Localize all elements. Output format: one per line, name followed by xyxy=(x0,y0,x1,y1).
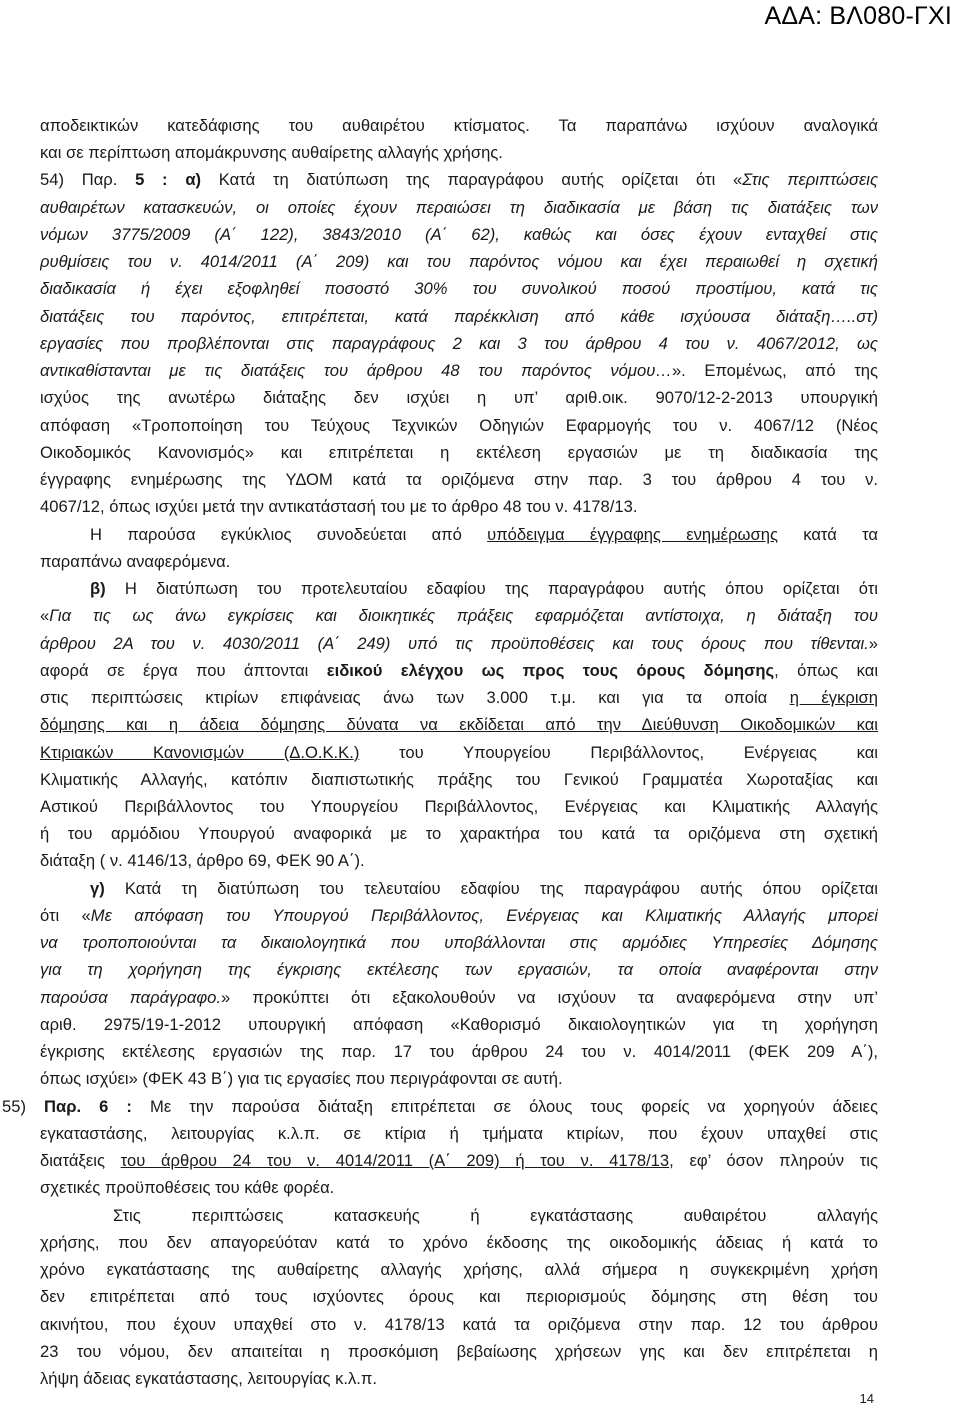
quoted-line: αυθαιρέτων κατασκευών, οι οποίες έχουν περαιώσει τη διαδικασία με βάση τις διατάξεις των xyxy=(40,198,878,217)
text-line xyxy=(40,1150,878,1172)
text-line xyxy=(90,578,878,600)
text-span: Η παρούσα εγκύκλιος συνοδεύεται από xyxy=(90,525,488,544)
text-span: » προκύπτει ότι εξακολουθούν να ισχύουν τα αναφερόμενα στην υπ’ xyxy=(221,988,878,1007)
text-line xyxy=(90,524,878,546)
text-span: στις περιπτώσεις κτιρίων επιφάνειας άνω των 3.000 τ.μ. και για τα οποία xyxy=(40,688,790,707)
text-line: εγκαταστάσης, λειτουργίας κ.λ.π. σε κτίρια ή τμήματα κτιρίων, που έχουν υπαχθεί στις xyxy=(40,1124,878,1143)
text-line xyxy=(40,360,878,382)
text-line: ακινήτου, που έχουν υπαχθεί στο ν. 4178/13 κατά τα οριζόμενα στην παρ. 12 του άρθρου xyxy=(40,1315,878,1334)
text-line: 4067/12, όπως ισχύει μετά την αντικατάστασή του με το άρθρο 48 του ν. 4178/13. xyxy=(40,497,638,516)
text-line: έγκρισης εκτέλεσης εργασιών της παρ. 17 του άρθρου 24 του ν. 4014/2011 (ΦΕΚ 209 Α΄), xyxy=(40,1042,878,1061)
quoted-text: άρθρου 2Α του ν. 4030/2011 (Α΄ 249) υπό τις προϋποθέσεις και τους όρους που τίθενται. xyxy=(40,634,869,653)
item-number: 55) xyxy=(2,1097,45,1116)
text-line xyxy=(40,742,878,764)
text-span: Κατά τη διατύπωση της παραγράφου αυτής ορίζεται ότι « xyxy=(201,170,743,189)
text-span: κατά τα xyxy=(777,525,878,544)
text-line: δεν επιτρέπεται από τους ισχύοντες όρους και περιορισμούς δόμησης στη θέση του xyxy=(40,1287,878,1306)
page-number: 14 xyxy=(859,1391,874,1406)
quoted-line: διαδικασία ή έχει εξοφληθεί ποσοστό 30% του συνολικού ποσού προστίμου, κατά τις xyxy=(40,279,878,298)
item-ref: γ) xyxy=(90,879,105,898)
text-line xyxy=(40,687,878,709)
text-line: ισχύος της ανωτέρω διάταξης δεν ισχύει η υπ’ αριθ.οικ. 9070/12-2-2013 υπουργική xyxy=(40,388,878,407)
quoted-line: διατάξεις του παρόντος, επιτρέπεται, κατά παρέκκλιση από κάθε ισχύουσα διάταξη…..στ) xyxy=(40,307,878,326)
text-line xyxy=(2,1096,878,1118)
quoted-text: αντικαθίστανται με τις διατάξεις του άρθρου 48 του παρόντος νόμου… xyxy=(40,361,672,380)
text-span: » xyxy=(868,634,878,653)
text-line: παραπάνω αναφερόμενα. xyxy=(40,552,231,571)
text-line xyxy=(40,905,878,927)
text-line xyxy=(40,987,878,1009)
underlined-text: υπόδειγμα έγγραφης ενημέρωσης xyxy=(487,525,778,544)
text-line: Οικοδομικός Κανονισμός» και επιτρέπεται η εκτέλεση εργασιών με τη διαδικασία της xyxy=(40,443,878,462)
text-line xyxy=(40,660,878,682)
text-line: διάταξη ( ν. 4146/13, άρθρο 69, ΦΕΚ 90 Α΄). xyxy=(40,851,365,870)
quoted-text: Με απόφαση του Υπουργού Περιβάλλοντος, Ενέργειας και Κλιματικής Αλλαγής μπορεί xyxy=(90,906,878,925)
quoted-line: νόμων 3775/2009 (Α΄ 122), 3843/2010 (Α΄ 62), καθώς και όσες έχουν ενταχθεί στις xyxy=(40,225,878,244)
text-line: Στις περιπτώσεις κατασκευής ή εγκατάστασης αυθαιρέτου αλλαγής xyxy=(113,1206,878,1225)
quoted-line: να τροποποιούνται τα δικαιολογητικά που υποβάλλονται στις αρμόδιες Υπηρεσίες Δόμησης xyxy=(40,933,878,952)
item-ref: 5 : α) xyxy=(135,170,202,189)
underlined-text: του άρθρου 24 του ν. 4014/2011 (Α΄ 209) ή του ν. 4178/13 xyxy=(120,1151,670,1170)
text-span: Με την παρούσα διάταξη επιτρέπεται σε όλους τους φορείς να χορηγούν άδειες xyxy=(131,1097,878,1116)
quoted-line: εργασίες που προβλέπονται στις παραγράφους 2 και 3 του άρθρου 4 του ν. 4067/2012, ως xyxy=(40,334,878,353)
text-line xyxy=(40,605,878,627)
text-span: ότι « xyxy=(40,906,91,925)
text-span: διατάξεις xyxy=(40,1151,121,1170)
item-ref: Παρ. 6 : xyxy=(44,1097,132,1116)
text-line xyxy=(90,878,878,900)
text-line: χρήσης, που δεν απαγορεύόταν κατά το χρόνο έκδοσης της οικοδομικής άδειας ή κατά το xyxy=(40,1233,878,1252)
text-line xyxy=(40,633,878,655)
text-line: αποδεικτικών κατεδάφισης του αυθαιρέτου κτίσματος. Τα παραπάνω ισχύουν αναλογικά xyxy=(40,116,878,135)
quoted-text: Στις περιπτώσεις xyxy=(742,170,878,189)
quoted-text: Για τις ως άνω εγκρίσεις και διοικητικές πράξεις εφαρμόζεται αντίστοιχα, η διάταξη του xyxy=(49,606,878,625)
text-line xyxy=(40,169,878,191)
text-span: αφορά σε έργα που άπτονται xyxy=(40,661,327,680)
text-line: απόφαση «Τροποποίηση του Τεύχους Τεχνικών Οδηγιών Εφαρμογής του ν. 4067/12 (Νέος xyxy=(40,416,878,435)
underlined-line: δόμησης και η άδεια δόμησης δύνατα να εκδίδεται από την Διεύθυνση Οικοδομικών και xyxy=(40,715,878,734)
text-span: , όπως και xyxy=(774,661,878,680)
text-span: Κατά τη διατύπωση του τελευταίου εδαφίου της παραγράφου αυτής όπου ορίζεται xyxy=(104,879,878,898)
quoted-line: ρυθμίσεις του ν. 4014/2011 (Α΄ 209) και του παρόντος νόμου και έχει περαιωθεί η σχετική xyxy=(40,252,878,271)
item-ref: β) xyxy=(90,579,106,598)
text-line: σχετικές προϋποθέσεις του κάθε φορέα. xyxy=(40,1178,335,1197)
text-line: όπως ισχύει» (ΦΕΚ 43 Β΄) για τις εργασίες που περιγράφονται σε αυτή. xyxy=(40,1069,563,1088)
quoted-text: παρούσα παράγραφο. xyxy=(40,988,222,1007)
text-line: λήψη άδειας εγκατάστασης, λειτουργίας κ.λ.π. xyxy=(40,1369,377,1388)
text-line: Αστικού Περιβάλλοντος του Υπουργείου Περιβάλλοντος, Ενέργειας και Κλιματικής Αλλαγής xyxy=(40,797,878,816)
text-line: ή του αρμόδιου Υπουργού αναφορικά με το χαρακτήρα του κατά τα οριζόμενα στη σχετική xyxy=(40,824,878,843)
text-span: ». Επομένως, από της xyxy=(671,361,878,380)
bold-text: ειδικού ελέγχου ως προς τους όρους δόμησης xyxy=(326,661,775,680)
text-line: έγγραφης ενημέρωσης της ΥΔΟΜ κατά τα οριζόμενα στην παρ. 3 του άρθρου 4 του ν. xyxy=(40,470,878,489)
document-code-header: ΑΔΑ: ΒΛ080-ΓΧΙ xyxy=(764,2,952,30)
text-span: « xyxy=(40,606,50,625)
text-line: αριθ. 2975/19-1-2012 υπουργική απόφαση «Καθορισμό δικαιολογητικών για τη χορήγηση xyxy=(40,1015,878,1034)
text-span: , εφ’ όσον πληρούν τις xyxy=(669,1151,878,1170)
text-line: και σε περίπτωση απομάκρυνσης αυθαίρετης αλλαγής χρήσης. xyxy=(40,143,503,162)
text-line: χρόνο εγκατάστασης της αυθαίρετης αλλαγής χρήσης, αλλά σήμερα η συγκεκριμένη χρήση xyxy=(40,1260,878,1279)
underlined-text: Κτιριακών Κανονισμών (Δ.Ο.Κ.Κ.) xyxy=(40,743,360,762)
item-number: 54) Παρ. xyxy=(40,170,136,189)
text-span: Η διατύπωση του προτελευταίου εδαφίου της παραγράφου αυτής όπου ορίζεται ότι xyxy=(105,579,878,598)
text-span: του Υπουργείου Περιβάλλοντος, Ενέργειας και xyxy=(359,743,878,762)
text-line: Κλιματικής Αλλαγής, κατόπιν διαπιστωτικής πράξης του Γενικού Γραμματέα Χωροταξίας και xyxy=(40,770,878,789)
underlined-text: η έγκριση xyxy=(789,688,878,707)
quoted-line: για τη χορήγηση της έγκρισης εκτέλεσης των εργασιών, τα οποία αναφέρονται στην xyxy=(40,960,878,979)
text-line: 23 του νόμου, δεν απαιτείται η προσκόμιση βεβαίωσης χρήσεων γης και δεν επιτρέπεται η xyxy=(40,1342,878,1361)
